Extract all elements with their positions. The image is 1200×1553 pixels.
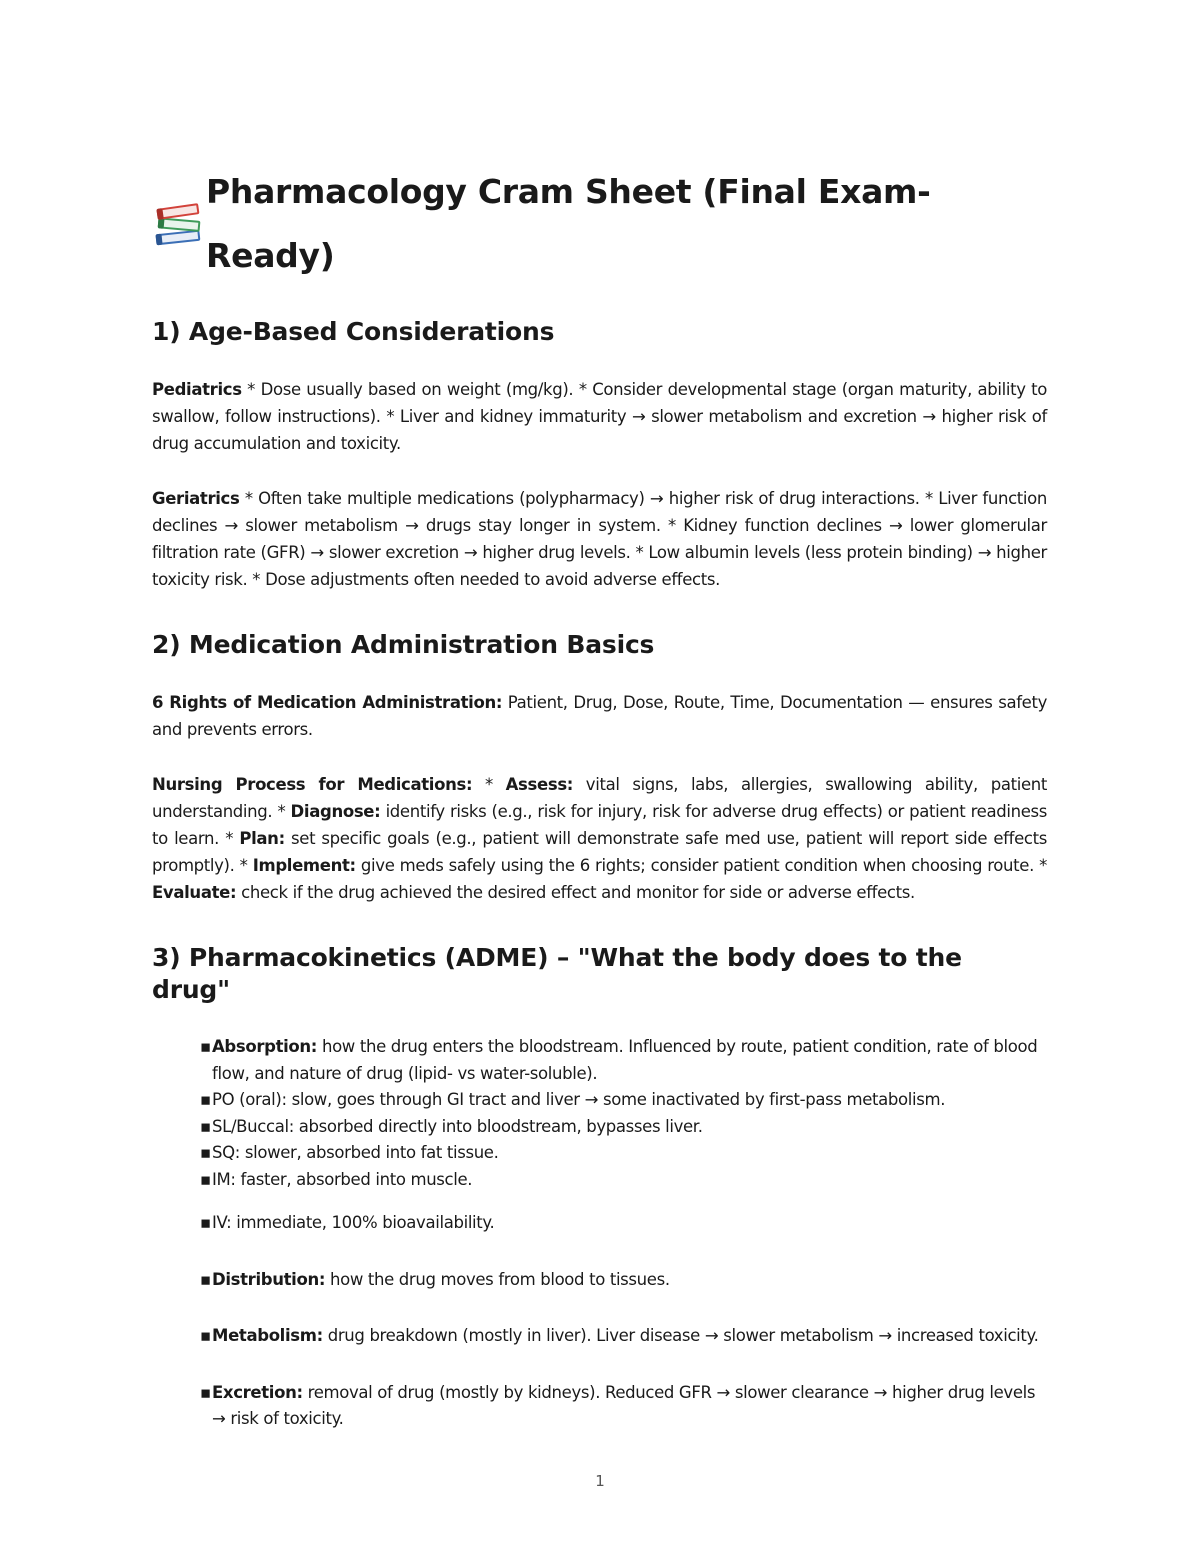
diagnose-lead: Diagnose: [290,802,381,821]
bullet-icon: ▪ [200,1143,211,1162]
metabolism-lead: Metabolism: [212,1326,323,1345]
pediatrics-lead: Pediatrics [152,380,242,399]
list-item-po [200,1087,1047,1114]
six-rights-lead: 6 Rights of Medication Administration: [152,693,503,712]
geriatrics-body: * Often take multiple medications (polypharmacy) → higher risk of drug interactions. * Liver function declines → slower metabolism → drugs stay longer in system. * Kidney function declines → lower glomerular filtration rate (GFR) → slower excretion → higher drug levels. * Low albumin levels (less protein binding) → higher toxicity risk. * Dose adjustments often needed to avoid adverse effects. [152,489,1047,589]
list-item-absorption [200,1034,1047,1087]
list-item-sq [200,1140,1047,1167]
diagnose-body: identify risks (e.g., risk for injury, risk for adverse drug effects) or patient readiness to learn. * [152,802,1047,848]
distribution-lead: Distribution: [212,1269,326,1289]
list-item-im [200,1167,1047,1194]
books-icon [152,200,204,248]
po-body: PO (oral): slow, goes through GI tract and liver → some inactivated by first-pass metabolism. [212,1090,946,1109]
im-body: IM: faster, absorbed into muscle. [212,1169,473,1189]
bullet-icon: ▪ [200,1090,211,1109]
evaluate-body: check if the drug achieved the desired effect and monitor for side or adverse effects. [236,883,915,902]
list-item-sl-buccal [200,1114,1047,1141]
bullet-icon: ▪ [200,1269,211,1289]
sq-body: SQ: slower, absorbed into fat tissue. [212,1143,499,1162]
section-heading-administration: 2) Medication Administration Basics [152,630,655,659]
adme-list [152,1034,1047,1433]
paragraph-nursing-process [152,771,1047,906]
metabolism-body: drug breakdown (mostly in liver). Liver disease → slower metabolism → increased toxicity. [322,1326,1039,1345]
absorption-body: how the drug enters the bloodstream. Influenced by route, patient condition, rate of blood flow, and nature of drug (lipid- vs water-soluble). [212,1037,1038,1083]
bullet-icon: ▪ [200,1169,211,1189]
bullet-icon: ▪ [200,1326,211,1345]
excretion-lead: Excretion: [212,1382,303,1402]
bullet-icon: ▪ [200,1116,211,1136]
bullet-icon: ▪ [200,1382,211,1402]
excretion-body: removal of drug (mostly by kidneys). Reduced GFR → slower clearance → higher drug levels → risk of toxicity. [212,1382,1036,1428]
implement-body: give meds safely using the 6 rights; consider patient condition when choosing route. * [355,856,1047,875]
pediatrics-body: * Dose usually based on weight (mg/kg). * Consider developmental stage (organ maturity, ability to swallow, follow instructions). * Liver and kidney immaturity → slower metabolism and excretion → higher risk of drug accumulation and toxicity. [152,380,1047,453]
nursing-separator: * [472,775,506,794]
list-item-distribution [200,1267,1047,1294]
distribution-body: how the drug moves from blood to tissues. [325,1269,670,1289]
paragraph-geriatrics [152,485,1047,593]
geriatrics-lead: Geriatrics [152,489,240,508]
plan-body: set specific goals (e.g., patient will demonstrate safe med use, patient will report side effects promptly). * [152,829,1047,875]
section-heading-pharmacokinetics: 3) Pharmacokinetics (ADME) – "What the body does to the drug" [152,943,962,1004]
document-title [152,160,1047,288]
iv-body: IV: immediate, 100% bioavailability. [212,1213,495,1232]
six-rights-body: Patient, Drug, Dose, Route, Time, Documentation — ensures safety and prevents errors. [152,693,1048,739]
document-title-text: Pharmacology Cram Sheet (Final Exam-Ready) [206,172,931,275]
list-item-excretion [200,1380,1047,1433]
bullet-icon: ▪ [200,1037,211,1056]
paragraph-six-rights [152,689,1047,743]
sl-buccal-body: SL/Buccal: absorbed directly into bloodstream, bypasses liver. [212,1116,703,1136]
list-item-iv [200,1210,1047,1237]
evaluate-lead: Evaluate: [152,883,237,902]
absorption-lead: Absorption: [212,1037,318,1056]
assess-lead: Assess: [505,775,574,794]
nursing-process-lead: Nursing Process for Medications: [152,775,473,794]
document-page [152,160,1047,1433]
plan-lead: Plan: [239,829,285,848]
bullet-icon: ▪ [200,1213,211,1232]
section-heading-age: 1) Age-Based Considerations [152,317,555,346]
list-item-metabolism [200,1323,1047,1350]
assess-body: vital signs, labs, allergies, swallowing ability, patient understanding. * [152,775,1047,821]
implement-lead: Implement: [252,856,356,875]
paragraph-pediatrics [152,376,1047,457]
page-number: 1 [595,1472,605,1490]
